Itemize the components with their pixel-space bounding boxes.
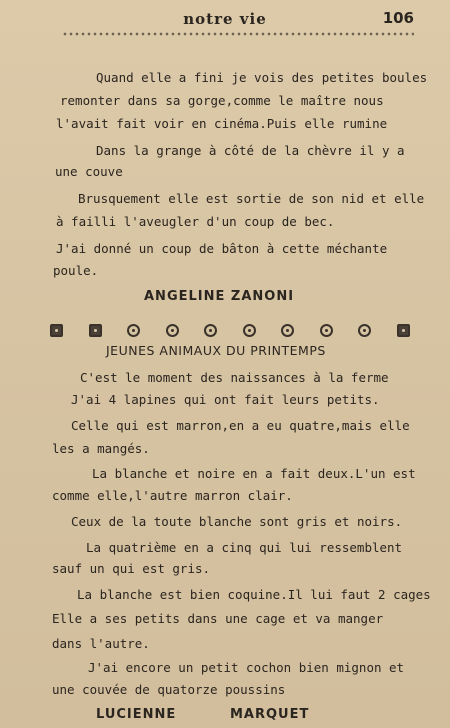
ornament-separator (50, 322, 410, 338)
section-title: JEUNES ANIMAUX DU PRINTEMPS (106, 343, 326, 358)
author-signature-last: MARQUET (230, 707, 310, 722)
text-line: dans l'autre. (52, 636, 150, 651)
text-line: Dans la grange à côté de la chèvre il y a (96, 143, 405, 158)
ornament-icon (243, 324, 256, 337)
ornament-icon (397, 324, 410, 337)
text-line: l'avait fait voir en cinéma.Puis elle rumine (56, 116, 388, 131)
text-line: La blanche et noire en a fait deux.L'un est (92, 466, 416, 481)
text-line: comme elle,l'autre marron clair. (52, 488, 293, 503)
text-line: La quatrième en a cinq qui lui ressemblent (86, 540, 403, 555)
ornament-icon (204, 324, 217, 337)
text-line: Brusquement elle est sortie de son nid et elle (78, 191, 425, 206)
author-signature-first: LUCIENNE (96, 707, 177, 722)
page-header-title: notre vie (183, 10, 267, 28)
page-number: 106 (382, 9, 414, 27)
text-line: J'ai encore un petit cochon bien mignon et (88, 660, 405, 675)
text-line: J'ai 4 lapines qui ont fait leurs petits. (71, 392, 380, 407)
text-line: une couve (55, 164, 123, 179)
text-line: les a mangés. (52, 441, 150, 456)
text-line: Ceux de la toute blanche sont gris et noirs. (71, 514, 403, 529)
ornament-icon (89, 324, 102, 337)
text-line: sauf un qui est gris. (52, 561, 211, 576)
text-line: C'est le moment des naissances à la ferme (80, 370, 389, 385)
text-line: Elle a ses petits dans une cage et va manger (52, 611, 384, 626)
text-line: remonter dans sa gorge,comme le maître nous (60, 93, 384, 108)
ornament-icon (166, 324, 179, 337)
text-line: La blanche est bien coquine.Il lui faut 2 cages (77, 587, 431, 602)
ornament-icon (127, 324, 140, 337)
ornament-icon (320, 324, 333, 337)
ornament-icon (281, 324, 294, 337)
ornament-icon (50, 324, 63, 337)
text-line: Quand elle a fini je vois des petites boules (96, 70, 428, 85)
text-line: une couvée de quatorze poussins (52, 682, 286, 697)
text-line: poule. (53, 263, 99, 278)
author-signature: ANGELINE ZANONI (144, 289, 295, 304)
text-line: à failli l'aveugler d'un coup de bec. (56, 214, 335, 229)
ornament-icon (358, 324, 371, 337)
text-line: Celle qui est marron,en a eu quatre,mais elle (71, 418, 410, 433)
text-line: J'ai donné un coup de bâton à cette méchante (56, 241, 388, 256)
header-dotted-rule (62, 31, 414, 37)
